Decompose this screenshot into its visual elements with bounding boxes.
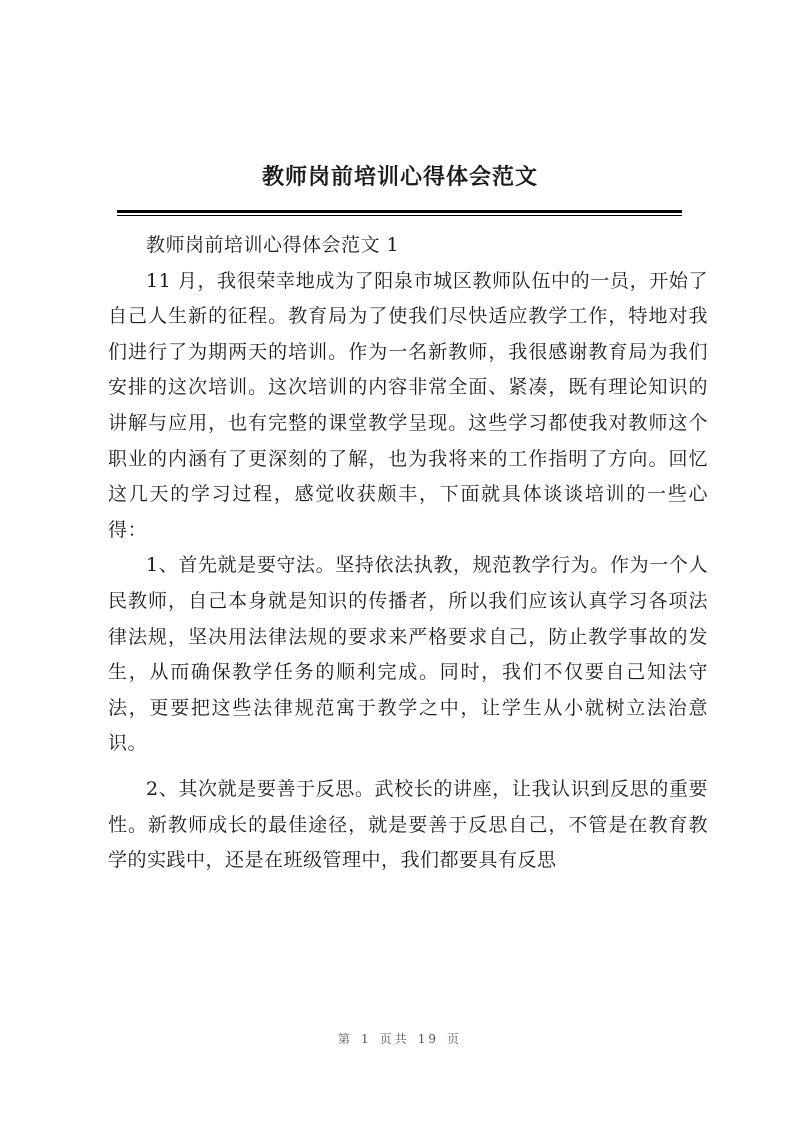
footer-prefix: 第 (338, 1032, 354, 1046)
document-body (108, 228, 708, 879)
title-divider-thin (117, 215, 682, 216)
paragraph-intro: 11 月，我很荣幸地成为了阳泉市城区教师队伍中的一员，开始了自己人生新的征程。教育局为了使我们尽快适应教学工作，特地对我们进行了为期两天的培训。作为一名新教师，我很感谢教育局为我们安排的这次培训。这次培训的内容非常全面、紧凑，既有理论知识的讲解与应用，也有完整的课堂教学呈现。这些学习都使我对教师这个职业的内涵有了更深刻的了解，也为我将来的工作指明了方向。回忆这几天的学习过程，感觉收获颇丰，下面就具体谈谈培训的一些心得： (108, 269, 708, 541)
page-footer (0, 1030, 800, 1047)
paragraph-point-1: 1、首先就是要守法。坚持依法执教，规范教学行为。作为一个人民教师，自己本身就是知识的传播者，所以我们应该认真学习各项法律法规，坚决用法律法规的要求来严格要求自己，防止教学事故的发生，从而确保教学任务的顺利完成。同时，我们不仅要自己知法守法，更要把这些法律规范寓于教学之中，让学生从小就树立法治意识。 (108, 554, 708, 755)
footer-suffix: 页 (446, 1032, 462, 1046)
title-divider-thick (117, 210, 682, 213)
footer-middle: 页共 (379, 1032, 410, 1046)
section-heading: 教师岗前培训心得体会范文 1 (146, 234, 400, 256)
footer-total-pages: 19 (417, 1032, 439, 1046)
paragraph-point-2: 2、其次就是要善于反思。武校长的讲座，让我认识到反思的重要性。新教师成长的最佳途径，就是要善于反思自己，不管是在教育教学的实践中，还是在班级管理中，我们都要具有反思 (108, 777, 708, 872)
document-title: 教师岗前培训心得体会范文 (261, 164, 538, 190)
footer-current-page: 1 (361, 1032, 372, 1046)
